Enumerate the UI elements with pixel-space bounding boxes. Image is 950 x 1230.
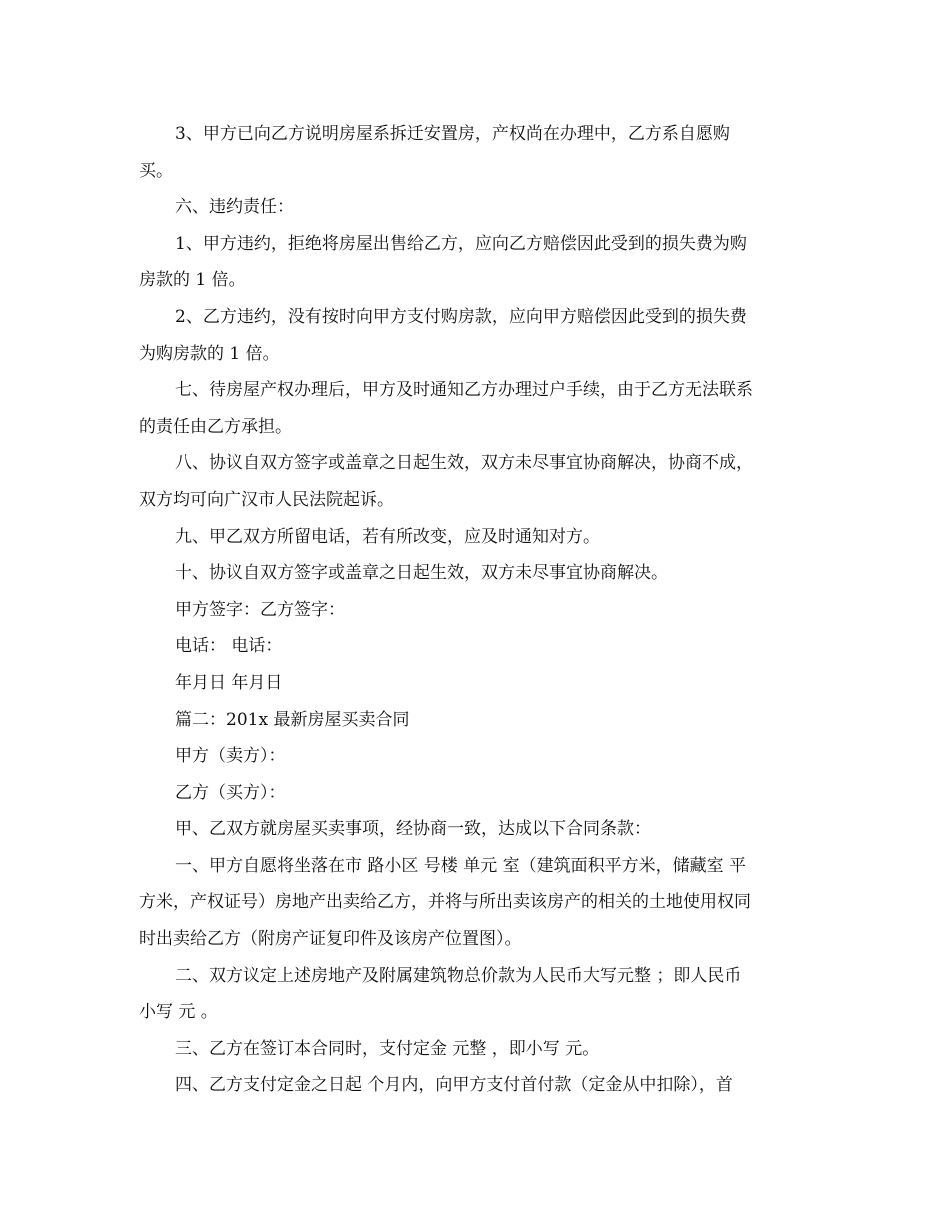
text-line: 年月日 年月日: [175, 672, 283, 693]
text-line: 甲方签字：乙方签字：: [175, 599, 345, 620]
paragraph: [139, 811, 811, 848]
text-line: 的责任由乙方承担。: [139, 416, 292, 437]
party-buyer: [139, 775, 811, 812]
paragraph: [139, 848, 811, 958]
text-line: 十、协议自双方签字或盖章之日起生效，双方未尽事宜协商解决。: [175, 563, 668, 584]
text-line: 七、待房屋产权办理后，甲方及时通知乙方办理过户手续，由于乙方无法联系: [175, 380, 753, 401]
text-line: 为购房款的 1 倍。: [139, 343, 280, 364]
text-line: 九、甲乙双方所留电话，若有所改变，应及时通知对方。: [175, 526, 600, 547]
text-line: 1、甲方违约，拒绝将房屋出售给乙方，应向乙方赔偿因此受到的损失费为购: [175, 233, 747, 254]
section-title: [139, 702, 811, 739]
paragraph: [139, 372, 811, 445]
paragraph: [139, 1067, 811, 1104]
text-line: 一、甲方自愿将坐落在市 路小区 号楼 单元 室（建筑面积平方米，储藏室 平: [175, 855, 747, 876]
signature-line: [139, 592, 811, 629]
text-line: 双方均可向广汉市人民法院起诉。: [139, 489, 394, 510]
text-line: 电话： 电话：: [175, 636, 283, 657]
paragraph: [139, 445, 811, 518]
text-line: 四、乙方支付定金之日起 个月内，向甲方支付首付款（定金从中扣除），首: [175, 1075, 733, 1096]
phone-line: [139, 628, 811, 665]
date-line: [139, 665, 811, 702]
text-line: 方米，产权证号）房地产出卖给乙方，并将与所出卖该房产的相关的土地使用权同: [139, 892, 751, 913]
text-line: 买。: [139, 160, 173, 181]
paragraph: [139, 299, 811, 372]
text-line: 八、协议自双方签字或盖章之日起生效，双方未尽事宜协商解决，协商不成，: [175, 453, 753, 474]
text-line: 房款的 1 倍。: [139, 270, 246, 291]
text-line: 乙方（买方）：: [175, 782, 286, 803]
text-line: 三、乙方在签订本合同时，支付定金 元整 ，即小写 元。: [175, 1038, 600, 1059]
section-heading: [139, 189, 811, 226]
text-line: 二、双方议定上述房地产及附属建筑物总价款为人民币大写元整 ；即人民币: [175, 965, 742, 986]
text-line: 时出卖给乙方（附房产证复印件及该房产位置图）。: [139, 929, 522, 950]
text-line: 小写 元 。: [139, 1002, 218, 1023]
paragraph: [139, 555, 811, 592]
text-line: 3、甲方已向乙方说明房屋系拆迁安置房，产权尚在办理中，乙方系自愿购: [175, 124, 730, 144]
text-line: 甲方（卖方）：: [175, 746, 286, 767]
text-line: 甲、乙双方就房屋买卖事项，经协商一致，达成以下合同条款：: [175, 819, 651, 840]
paragraph: [139, 1031, 811, 1068]
text-line: 2、乙方违约，没有按时向甲方支付购房款，应向甲方赔偿因此受到的损失费: [175, 306, 747, 327]
document-body: [139, 116, 811, 1104]
text-line: 六、违约责任：: [175, 197, 294, 218]
paragraph: [139, 226, 811, 299]
paragraph: [139, 116, 811, 189]
party-seller: [139, 738, 811, 775]
paragraph: [139, 958, 811, 1031]
paragraph: [139, 519, 811, 556]
text-line: 篇二：201x 最新房屋买卖合同: [175, 709, 410, 730]
